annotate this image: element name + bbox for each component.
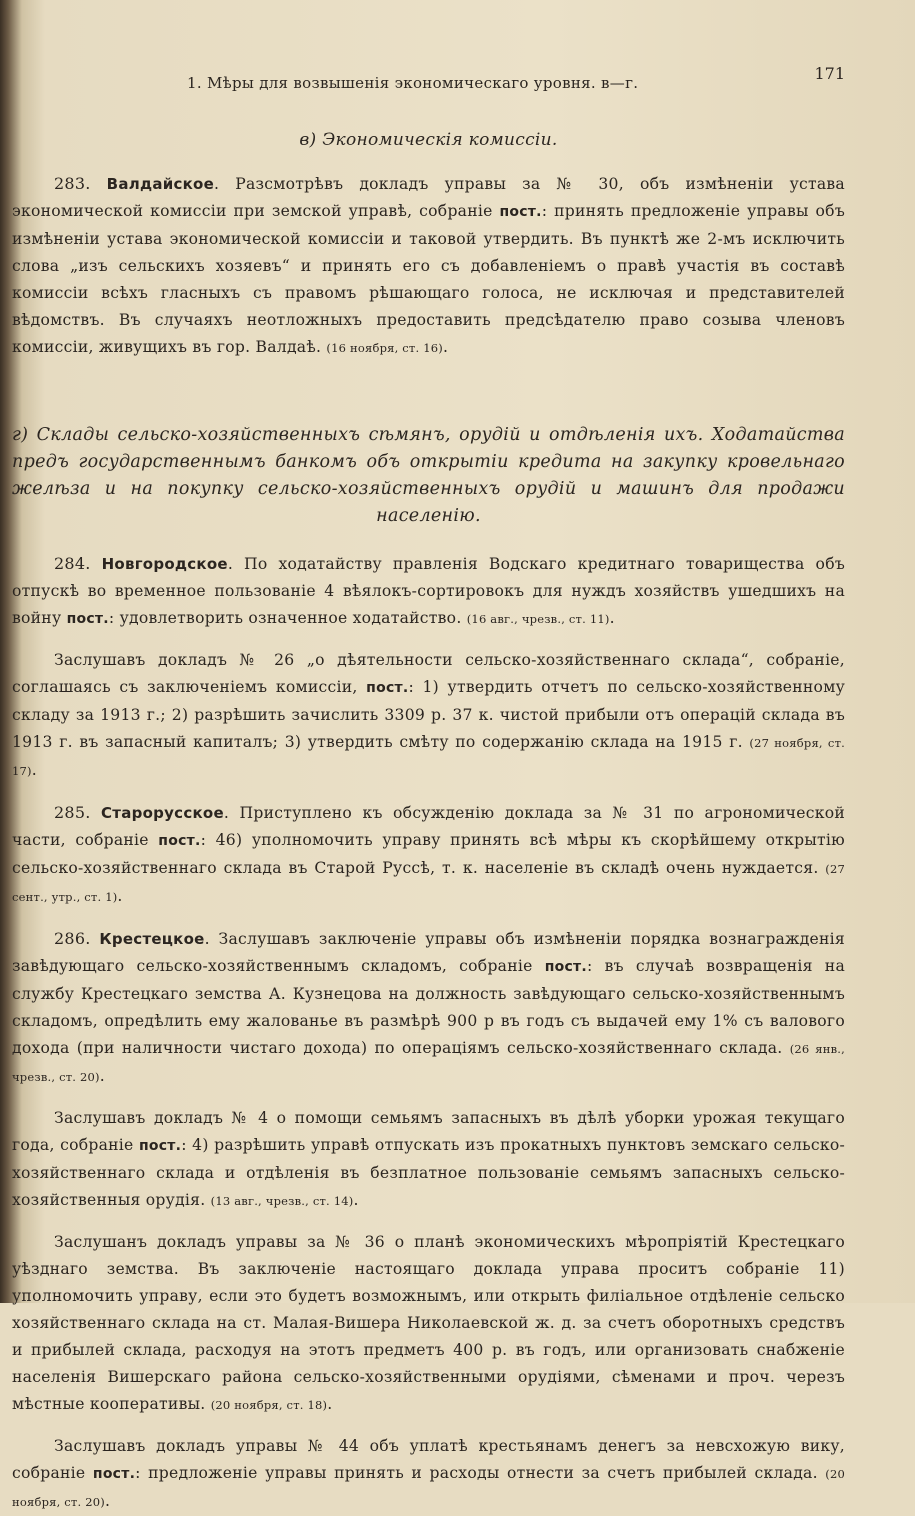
entry-286-reservists: [12, 1105, 845, 1215]
session-reference: (27 ноября, ст. 17): [12, 736, 845, 778]
running-head: 1. Мѣры для возвышенія экономическаго уровня. в—г.: [187, 74, 639, 92]
session-reference: (16 авг., чрезв., ст. 11): [466, 612, 610, 626]
page-number: 171: [814, 64, 845, 83]
entry-text: : 1) утвердить отчетъ по сельско-хозяйственному складу за 1913 г.; 2) разрѣшить зачислить 3309 р. 37 к. чистой прибыли отъ операцій склада въ 1913 г. въ запасный капиталъ; 3) утвердить смѣту по содержанію склада на 1915 г.: [12, 678, 845, 751]
entry-text: : въ случаѣ возвращенія на службу Крестецкаго земства А. Кузнецова на должность завѣдующаго сельско-хозяйственнымъ складомъ, опредѣлить ему жалованье въ размѣрѣ 900 р въ годъ съ выдачей ему 1% съ валового дохода (при наличности чистаго дохода) по операціямъ сельско-хозяйственнаго склада.: [12, 957, 845, 1057]
resolution-mark: пост.: [92, 1466, 136, 1482]
entry-end: .: [31, 761, 37, 779]
resolution-mark: пост.: [544, 959, 587, 975]
zemstvo-name: Новгородское: [101, 555, 228, 573]
resolution-mark: пост.: [366, 680, 409, 696]
entry-text: . Заслушавъ заключеніе управы объ измѣненіи порядка вознагражденія завѣдующаго сельско-хозяйственнымъ складомъ, собраніе: [12, 930, 845, 975]
entry-number: 286.: [54, 929, 91, 948]
section-title-v: в) Экономическія комиссіи.: [299, 130, 558, 150]
resolution-mark: пост.: [138, 1138, 182, 1154]
entry-number: 285.: [54, 803, 91, 822]
entry-end: .: [117, 887, 123, 905]
entry-text: : принять предложеніе управы объ измѣненіи устава экономической комиссіи и таковой утвердить. Въ пунктѣ же 2-мъ исключить слова „изъ сельскихъ хозяевъ“ и принять его съ добавленіемъ о правѣ участія въ составѣ комиссіи всѣхъ гласныхъ съ правомъ рѣшающаго голоса, не исключая и представителей вѣдомствъ. Въ случаяхъ неотложныхъ предоставить предсѣдателю право созыва членовъ комиссіи, живущихъ въ гор. Валдаѣ.: [12, 202, 845, 356]
entry-end: .: [353, 1191, 359, 1209]
entry-end: .: [104, 1492, 111, 1510]
entry-text: . По ходатайству правленія Водскаго кредитнаго товарищества объ отпускѣ во временное пользованіе 4 вѣялокъ-сортировокъ для нуждъ хозяйствъ ушедшихъ на войну: [12, 555, 846, 627]
entry-284-continued: [12, 647, 845, 785]
entry-text: : удовлетворить означенное ходатайство.: [108, 609, 467, 627]
entry-284: [12, 550, 845, 633]
entry-end: .: [609, 609, 615, 627]
entry-text: Заслушанъ докладъ управы за № 36 о планѣ экономическихъ мѣропріятій Крестецкаго уѣзднаго земства. Въ заключеніе настоящаго доклада управа проситъ собраніе 11) уполномочить управу, если это будетъ возможнымъ, или открыть филіальное отдѣленіе сельско хозяйственнаго склада на ст. Малая-Вишера Николаевской ж. д. за счетъ оборотныхъ средствъ и прибылей склада, расходуя на этотъ предметъ 400 р. въ годъ, или организовать снабженіе населенія Вишерскаго района сельско-хозяйственными орудіями, сѣменами и проч. черезъ мѣстные кооперативы.: [12, 1233, 845, 1413]
session-reference: (27 сент., утр., ст. 1): [12, 862, 845, 904]
session-reference: (20 ноября, ст. 18): [210, 1398, 328, 1412]
session-reference: (16 ноября, ст. 16): [326, 341, 443, 355]
session-reference: (13 авг., чрезв., ст. 14): [210, 1194, 354, 1208]
entry-end: .: [327, 1395, 333, 1413]
entry-text: : предложеніе управы принять и расходы отнести за счетъ прибылей склада.: [135, 1464, 826, 1482]
entry-end: .: [442, 338, 449, 356]
entry-text: Заслушавъ докладъ № 26 „о дѣятельности сельско-хозяйственнаго склада“, собраніе, соглашаясь съ заключеніемъ комиссіи,: [12, 651, 845, 696]
entry-286-plan: [12, 1229, 845, 1419]
zemstvo-name: Валдайское: [106, 175, 215, 193]
entry-end: .: [99, 1067, 105, 1085]
resolution-mark: пост.: [499, 204, 542, 220]
entry-286: [12, 925, 845, 1091]
zemstvo-name: Старорусское: [101, 804, 224, 822]
entry-number: 284.: [54, 554, 91, 573]
entry-text: : 46) уполномочить управу принять всѣ мѣры къ скорѣйшему открытію сельско-хозяйственнаго склада въ Старой Руссѣ, т. к. населеніе въ складѣ очень нуждается.: [12, 831, 845, 877]
page-header: [12, 52, 845, 112]
entry-283: [12, 170, 845, 362]
entry-text: Заслушавъ докладъ № 4 о помощи семьямъ запасныхъ въ дѣлѣ уборки урожая текущаго года, собраніе: [12, 1109, 845, 1154]
session-reference: (26 янв., чрезв., ст. 20): [12, 1042, 846, 1084]
entry-text: . Разсмотрѣвъ докладъ управы за № 30, объ измѣненіи устава экономической комиссіи при земской управѣ, собраніе: [12, 175, 845, 220]
entry-text: : 4) разрѣшить управѣ отпускать изъ прокатныхъ пунктовъ земскаго сельско-хозяйственнаго склада и отдѣленія въ безплатное пользованіе семьямъ запасныхъ сельско-хозяйственныя орудія.: [12, 1136, 845, 1209]
entry-285: [12, 799, 845, 911]
resolution-mark: пост.: [158, 833, 201, 849]
session-reference: (20 ноября, ст. 20): [12, 1467, 846, 1509]
entry-number: 283.: [54, 174, 91, 193]
entry-286-vetch: [12, 1433, 845, 1516]
section-title-g: г) Склады сельско-хозяйственныхъ сѣмянъ, орудій и отдѣленія ихъ. Ходатайства предъ государственнымъ банкомъ объ открытіи кредита на закупку кровельнаго желѣза и на покупку сельско-хозяйственныхъ орудій и машинъ для продажи населенію.: [12, 425, 845, 526]
entry-text: Заслушавъ докладъ управы № 44 объ уплатѣ крестьянамъ денегъ за невсхожую вику, собраніе: [12, 1437, 845, 1482]
zemstvo-name: Крестецкое: [99, 930, 205, 948]
resolution-mark: пост.: [66, 611, 109, 627]
entry-text: . Приступлено къ обсужденію доклада за № 31 по агрономической части, собраніе: [12, 804, 845, 849]
